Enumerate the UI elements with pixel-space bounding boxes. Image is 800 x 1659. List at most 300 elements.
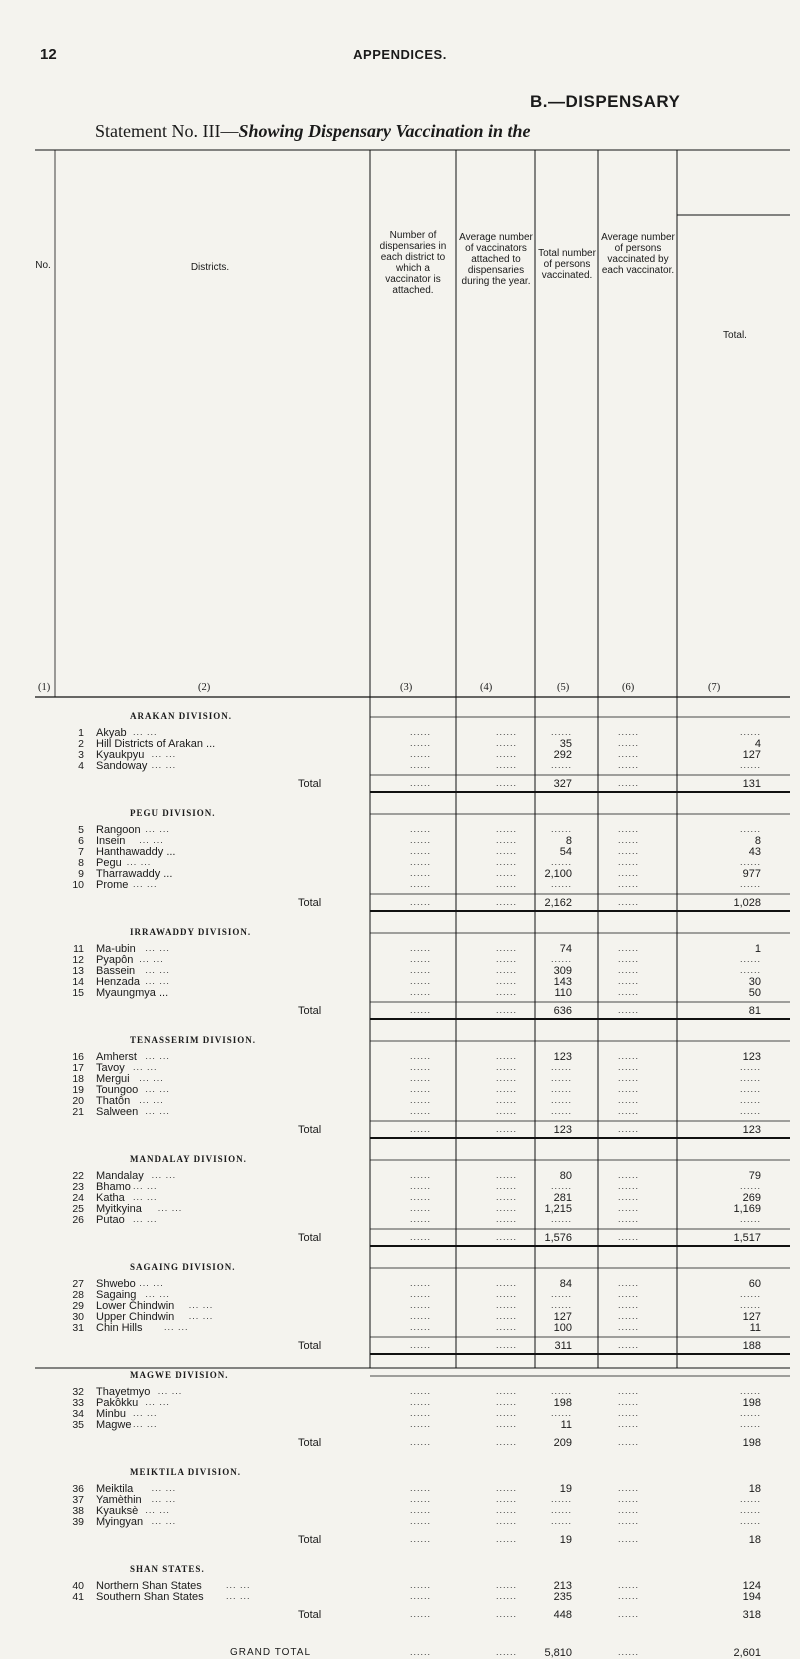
filler-dots: ......: [410, 846, 432, 856]
row-dots: ... ...: [133, 879, 158, 889]
row-number: 6: [78, 835, 84, 847]
table-row: [0, 1106, 800, 1117]
district-name: Thatôn: [96, 1095, 131, 1107]
filler-dots: ......: [496, 1340, 518, 1350]
district-name: Tharrawaddy ...: [96, 868, 173, 880]
filler-dots: ......: [496, 846, 518, 856]
filler-dots: ......: [618, 1534, 640, 1544]
header-avg-per-vaccinator: Average number of persons vaccinated by each vaccinator.: [601, 232, 675, 276]
total-vaccinated-value: 100: [553, 1322, 572, 1334]
row-number: 4: [78, 760, 84, 772]
filler-dots: ......: [618, 1311, 640, 1321]
filler-dots: ......: [550, 1106, 572, 1116]
district-name: Meiktila: [96, 1483, 134, 1495]
filler-dots: ......: [496, 1580, 518, 1590]
total-vaccinated-value: 143: [553, 976, 572, 988]
filler-dots: ......: [410, 1408, 432, 1418]
filler-dots: ......: [410, 1289, 432, 1299]
filler-dots: ......: [739, 1073, 761, 1083]
filler-dots: ......: [618, 1505, 640, 1515]
division-total-value: 1,028: [733, 897, 761, 909]
division-total-row: [0, 1232, 800, 1243]
filler-dots: ......: [618, 1591, 640, 1601]
total-vaccinated-value: 292: [553, 749, 572, 761]
filler-dots: ......: [496, 868, 518, 878]
division-title: MAGWE DIVISION.: [130, 1370, 229, 1380]
division-total-row: [0, 1534, 800, 1545]
total-vaccinated-value: 84: [559, 1278, 572, 1290]
table-row: [0, 1051, 800, 1062]
filler-dots: ......: [618, 727, 640, 737]
filler-dots: ......: [496, 987, 518, 997]
total-vaccinated-value: 110: [554, 987, 572, 999]
row-dots: ... ...: [151, 760, 177, 770]
row-dots: ... ...: [151, 1516, 177, 1526]
total-vaccinated-value: 8: [565, 835, 572, 847]
row-dots: ... ...: [145, 1084, 170, 1094]
total-value: 123: [742, 1051, 761, 1063]
row-number: 32: [72, 1386, 84, 1398]
row-dots: ... ...: [145, 943, 170, 953]
filler-dots: ......: [410, 1397, 432, 1407]
filler-dots: ......: [410, 1609, 432, 1619]
filler-dots: ......: [496, 835, 518, 845]
table-row: [0, 1300, 800, 1311]
header-dispensaries: Number of dispensaries in each district to which a vaccinator is attached.: [379, 230, 447, 296]
filler-dots: ......: [496, 1437, 518, 1447]
filler-dots: ......: [550, 1505, 572, 1515]
division-total-value: 81: [748, 1005, 761, 1017]
total-vaccinated-value: 213: [553, 1580, 572, 1592]
district-name: Northern Shan States: [96, 1580, 202, 1592]
filler-dots: ......: [410, 727, 432, 737]
division-total-value: 1,517: [733, 1232, 761, 1244]
filler-dots: ......: [550, 857, 572, 867]
filler-dots: ......: [618, 976, 640, 986]
filler-dots: ......: [550, 824, 572, 834]
filler-dots: ......: [410, 1106, 432, 1116]
row-number: 37: [72, 1494, 84, 1506]
district-name: Pyapôn: [96, 954, 134, 966]
district-name: Mandalay: [96, 1170, 144, 1182]
filler-dots: ......: [739, 1408, 761, 1418]
grand-total-vaccinated: 5,810: [544, 1647, 572, 1659]
filler-dots: ......: [496, 738, 518, 748]
row-number: 13: [72, 965, 84, 977]
header-total: Total.: [723, 330, 747, 341]
division-title: MANDALAY DIVISION.: [130, 1154, 247, 1164]
filler-dots: ......: [618, 857, 640, 867]
division-title: ARAKAN DIVISION.: [130, 711, 233, 721]
filler-dots: ......: [410, 1580, 432, 1590]
filler-dots: ......: [410, 1192, 432, 1202]
filler-dots: ......: [496, 824, 518, 834]
grand-total-row: [0, 1647, 800, 1658]
row-dots: ... ...: [226, 1580, 251, 1590]
row-number: 19: [72, 1084, 84, 1096]
district-name: Shwebo: [96, 1278, 136, 1290]
filler-dots: ......: [550, 1516, 572, 1526]
filler-dots: ......: [739, 1095, 761, 1105]
district-name: Amherst: [96, 1051, 137, 1063]
total-label: Total: [298, 1340, 322, 1352]
table-row: [0, 1397, 800, 1408]
title-italic: Showing Dispensary Vaccination in the: [238, 121, 531, 141]
filler-dots: ......: [410, 1494, 432, 1504]
filler-dots: ......: [550, 1084, 572, 1094]
grand-total-label: GRAND TOTAL: [230, 1647, 312, 1658]
row-number: 23: [72, 1181, 84, 1193]
total-value: 1: [754, 943, 761, 955]
filler-dots: ......: [496, 1505, 518, 1515]
filler-dots: ......: [739, 1084, 761, 1094]
filler-dots: ......: [410, 1124, 432, 1134]
total-value: 11: [749, 1322, 761, 1334]
filler-dots: ......: [410, 1591, 432, 1601]
row-dots: ... ...: [145, 976, 170, 986]
total-vaccinated-value: 123: [553, 1051, 572, 1063]
row-number: 22: [72, 1170, 84, 1182]
division-title: IRRAWADDY DIVISION.: [130, 927, 252, 937]
division-total-row: [0, 1340, 800, 1351]
filler-dots: ......: [618, 1232, 640, 1242]
filler-dots: ......: [496, 1192, 518, 1202]
table-row: [0, 1203, 800, 1214]
filler-dots: ......: [739, 1505, 761, 1515]
row-dots: ... ...: [133, 1214, 158, 1224]
filler-dots: ......: [410, 857, 432, 867]
filler-dots: ......: [739, 857, 761, 867]
row-dots: ... ...: [133, 1192, 158, 1202]
filler-dots: ......: [496, 1278, 518, 1288]
total-label: Total: [298, 1005, 322, 1017]
row-number: 8: [78, 857, 84, 869]
filler-dots: ......: [550, 1289, 572, 1299]
row-dots: ... ...: [133, 727, 158, 737]
row-dots: ... ...: [145, 1289, 170, 1299]
row-number: 38: [72, 1505, 84, 1517]
table-row: [0, 965, 800, 976]
filler-dots: ......: [550, 727, 572, 737]
table-row: [0, 1505, 800, 1516]
filler-dots: ......: [410, 824, 432, 834]
filler-dots: ......: [410, 1170, 432, 1180]
district-name: Putao: [96, 1214, 125, 1226]
filler-dots: ......: [618, 835, 640, 845]
table-row: [0, 727, 800, 738]
total-vaccinated-value: 11: [560, 1419, 572, 1431]
filler-dots: ......: [496, 1311, 518, 1321]
division-title: MEIKTILA DIVISION.: [130, 1467, 242, 1477]
filler-dots: ......: [496, 1609, 518, 1619]
total-vaccinated-value: 19: [559, 1483, 572, 1495]
filler-dots: ......: [496, 1494, 518, 1504]
total-vaccinated-value: 74: [559, 943, 572, 955]
filler-dots: ......: [618, 1214, 640, 1224]
filler-dots: ......: [496, 1534, 518, 1544]
filler-dots: ......: [618, 738, 640, 748]
row-number: 5: [78, 824, 84, 836]
header-districts: Districts.: [190, 262, 230, 273]
division-total-vaccinated: 123: [553, 1124, 572, 1136]
table-row: [0, 1289, 800, 1300]
district-name: Salween: [96, 1106, 139, 1118]
row-number: 9: [78, 868, 84, 880]
total-label: Total: [298, 1609, 322, 1621]
table-row: [0, 738, 800, 749]
filler-dots: ......: [496, 1062, 518, 1072]
table-row: [0, 835, 800, 846]
filler-dots: ......: [618, 778, 640, 788]
table-row: [0, 749, 800, 760]
filler-dots: ......: [618, 1516, 640, 1526]
row-number: 1: [78, 727, 84, 739]
filler-dots: ......: [410, 778, 432, 788]
division-total-value: 188: [742, 1340, 761, 1352]
filler-dots: ......: [739, 1386, 761, 1396]
district-name: Sagaing: [96, 1289, 137, 1301]
filler-dots: ......: [410, 1419, 432, 1429]
filler-dots: ......: [410, 1095, 432, 1105]
row-dots: ... ...: [139, 1095, 164, 1105]
district-name: Ma-ubin: [96, 943, 136, 955]
filler-dots: ......: [618, 879, 640, 889]
filler-dots: ......: [618, 1084, 640, 1094]
table-row: [0, 1322, 800, 1333]
row-number: 17: [72, 1062, 84, 1074]
total-label: Total: [298, 1534, 322, 1546]
total-value: 194: [742, 1591, 761, 1603]
total-value: 8: [754, 835, 761, 847]
filler-dots: ......: [618, 1124, 640, 1134]
row-number: 14: [72, 976, 84, 988]
part-heading: B.—DISPENSARY: [530, 92, 681, 111]
header-avg-vaccinators: Average number of vaccinators attached to dispensaries during the year.: [459, 232, 533, 287]
total-value: 4: [754, 738, 761, 750]
filler-dots: ......: [618, 760, 640, 770]
row-number: 16: [72, 1051, 84, 1063]
filler-dots: ......: [618, 943, 640, 953]
row-dots: ... ...: [139, 1278, 164, 1288]
row-number: 12: [72, 954, 84, 966]
total-vaccinated-value: 309: [553, 965, 572, 977]
filler-dots: ......: [410, 1322, 432, 1332]
filler-dots: ......: [410, 760, 432, 770]
division-total-vaccinated: 448: [553, 1609, 572, 1621]
filler-dots: ......: [739, 824, 761, 834]
filler-dots: ......: [496, 1591, 518, 1601]
total-value: 977: [742, 868, 761, 880]
table-row: [0, 1419, 800, 1430]
filler-dots: ......: [496, 1170, 518, 1180]
filler-dots: ......: [550, 760, 572, 770]
filler-dots: ......: [618, 1073, 640, 1083]
district-name: Myaungmya ...: [96, 987, 169, 999]
total-label: Total: [298, 778, 322, 790]
table-row: [0, 1580, 800, 1591]
total-value: 18: [748, 1483, 761, 1495]
total-vaccinated-value: 235: [553, 1591, 572, 1603]
district-name: Katha: [96, 1192, 125, 1204]
district-name: Insein: [96, 835, 126, 847]
total-value: 43: [748, 846, 761, 858]
division-title: TENASSERIM DIVISION.: [130, 1035, 257, 1045]
colno-7: (7): [708, 682, 721, 693]
filler-dots: ......: [410, 1534, 432, 1544]
row-dots: ... ...: [157, 1203, 183, 1213]
filler-dots: ......: [410, 1203, 432, 1213]
filler-dots: ......: [739, 1419, 761, 1429]
division-total-row: [0, 897, 800, 908]
filler-dots: ......: [618, 897, 640, 907]
filler-dots: ......: [618, 868, 640, 878]
filler-dots: ......: [550, 1214, 572, 1224]
row-number: 36: [72, 1483, 84, 1495]
total-value: 50: [748, 987, 761, 999]
filler-dots: ......: [496, 1005, 518, 1015]
row-dots: ... ...: [151, 1494, 177, 1504]
filler-dots: ......: [618, 1203, 640, 1213]
filler-dots: ......: [618, 1419, 640, 1429]
division-total-row: [0, 1437, 800, 1448]
table-row: [0, 868, 800, 879]
division-title: PEGU DIVISION.: [130, 808, 216, 818]
table-row: [0, 1181, 800, 1192]
table-row: [0, 879, 800, 890]
row-number: 7: [78, 846, 84, 858]
total-vaccinated-value: 281: [553, 1192, 572, 1204]
division-total-value: 198: [742, 1437, 761, 1449]
table-row: [0, 760, 800, 771]
table-row: [0, 1386, 800, 1397]
district-name: Akyab: [96, 727, 127, 739]
row-number: 2: [78, 738, 84, 750]
filler-dots: ......: [618, 954, 640, 964]
filler-dots: ......: [496, 897, 518, 907]
row-number: 11: [73, 943, 84, 955]
district-name: Henzada: [96, 976, 141, 988]
filler-dots: ......: [550, 1300, 572, 1310]
division-total-vaccinated: 311: [554, 1340, 572, 1352]
district-name: Minbu: [96, 1408, 126, 1420]
row-number: 33: [72, 1397, 84, 1409]
total-value: 124: [742, 1580, 761, 1592]
table-row: [0, 1073, 800, 1084]
row-dots: ... ...: [151, 1170, 177, 1180]
table-row: [0, 1062, 800, 1073]
district-name: Magwe: [96, 1419, 132, 1431]
filler-dots: ......: [496, 1095, 518, 1105]
filler-dots: ......: [496, 1386, 518, 1396]
filler-dots: ......: [496, 778, 518, 788]
total-vaccinated-value: 35: [559, 738, 572, 750]
filler-dots: ......: [496, 954, 518, 964]
filler-dots: ......: [739, 1181, 761, 1191]
filler-dots: ......: [550, 1073, 572, 1083]
filler-dots: ......: [739, 1214, 761, 1224]
row-number: 31: [72, 1322, 84, 1334]
row-dots: ... ...: [151, 749, 177, 759]
filler-dots: ......: [496, 879, 518, 889]
filler-dots: ......: [410, 897, 432, 907]
filler-dots: ......: [410, 1311, 432, 1321]
filler-dots: ......: [618, 965, 640, 975]
colno-3: (3): [400, 682, 413, 693]
filler-dots: ......: [410, 1386, 432, 1396]
filler-dots: ......: [618, 1494, 640, 1504]
filler-dots: ......: [739, 1062, 761, 1072]
filler-dots: ......: [496, 1084, 518, 1094]
filler-dots: ......: [618, 1095, 640, 1105]
filler-dots: ......: [496, 749, 518, 759]
row-number: 25: [72, 1203, 84, 1215]
row-dots: ... ...: [151, 1483, 177, 1493]
table-row: [0, 987, 800, 998]
row-number: 27: [72, 1278, 84, 1290]
table-row: [0, 1192, 800, 1203]
row-dots: ... ...: [145, 824, 170, 834]
row-number: 15: [72, 987, 84, 999]
filler-dots: ......: [410, 1437, 432, 1447]
filler-dots: ......: [550, 1408, 572, 1418]
table-row: [0, 976, 800, 987]
total-vaccinated-value: 54: [559, 846, 572, 858]
total-value: 60: [748, 1278, 761, 1290]
filler-dots: ......: [550, 1095, 572, 1105]
district-name: Myingyan: [96, 1516, 144, 1528]
division-title: SHAN STATES.: [130, 1564, 205, 1574]
district-name: Rangoon: [96, 824, 141, 836]
filler-dots: ......: [739, 954, 761, 964]
filler-dots: ......: [739, 1494, 761, 1504]
division-total-row: [0, 778, 800, 789]
table-row: [0, 1408, 800, 1419]
filler-dots: ......: [618, 1437, 640, 1447]
row-number: 10: [72, 879, 84, 891]
colno-1: (1): [38, 682, 51, 693]
filler-dots: ......: [410, 1300, 432, 1310]
total-vaccinated-value: 127: [553, 1311, 572, 1323]
division-total-value: 131: [742, 778, 761, 790]
division-total-row: [0, 1005, 800, 1016]
district-name: Chin Hills: [96, 1322, 143, 1334]
filler-dots: ......: [496, 1647, 518, 1657]
division-total-value: 123: [742, 1124, 761, 1136]
filler-dots: ......: [410, 1483, 432, 1493]
division-total-vaccinated: 19: [559, 1534, 572, 1546]
filler-dots: ......: [618, 1609, 640, 1619]
filler-dots: ......: [496, 1516, 518, 1526]
filler-dots: ......: [496, 1419, 518, 1429]
district-name: Myitkyina: [96, 1203, 142, 1215]
total-value: 127: [742, 1311, 761, 1323]
table-row: [0, 1311, 800, 1322]
filler-dots: ......: [618, 1106, 640, 1116]
filler-dots: ......: [739, 1289, 761, 1299]
total-value: 269: [742, 1192, 761, 1204]
filler-dots: ......: [496, 1289, 518, 1299]
district-name: Pegu: [96, 857, 122, 869]
filler-dots: ......: [410, 1647, 432, 1657]
table-row: [0, 943, 800, 954]
row-number: 39: [72, 1516, 84, 1528]
total-value: 30: [748, 976, 761, 988]
total-vaccinated-value: 80: [559, 1170, 572, 1182]
division-total-vaccinated: 327: [553, 778, 572, 790]
filler-dots: ......: [410, 749, 432, 759]
filler-dots: ......: [550, 1181, 572, 1191]
district-name: Yamèthin: [96, 1494, 142, 1506]
